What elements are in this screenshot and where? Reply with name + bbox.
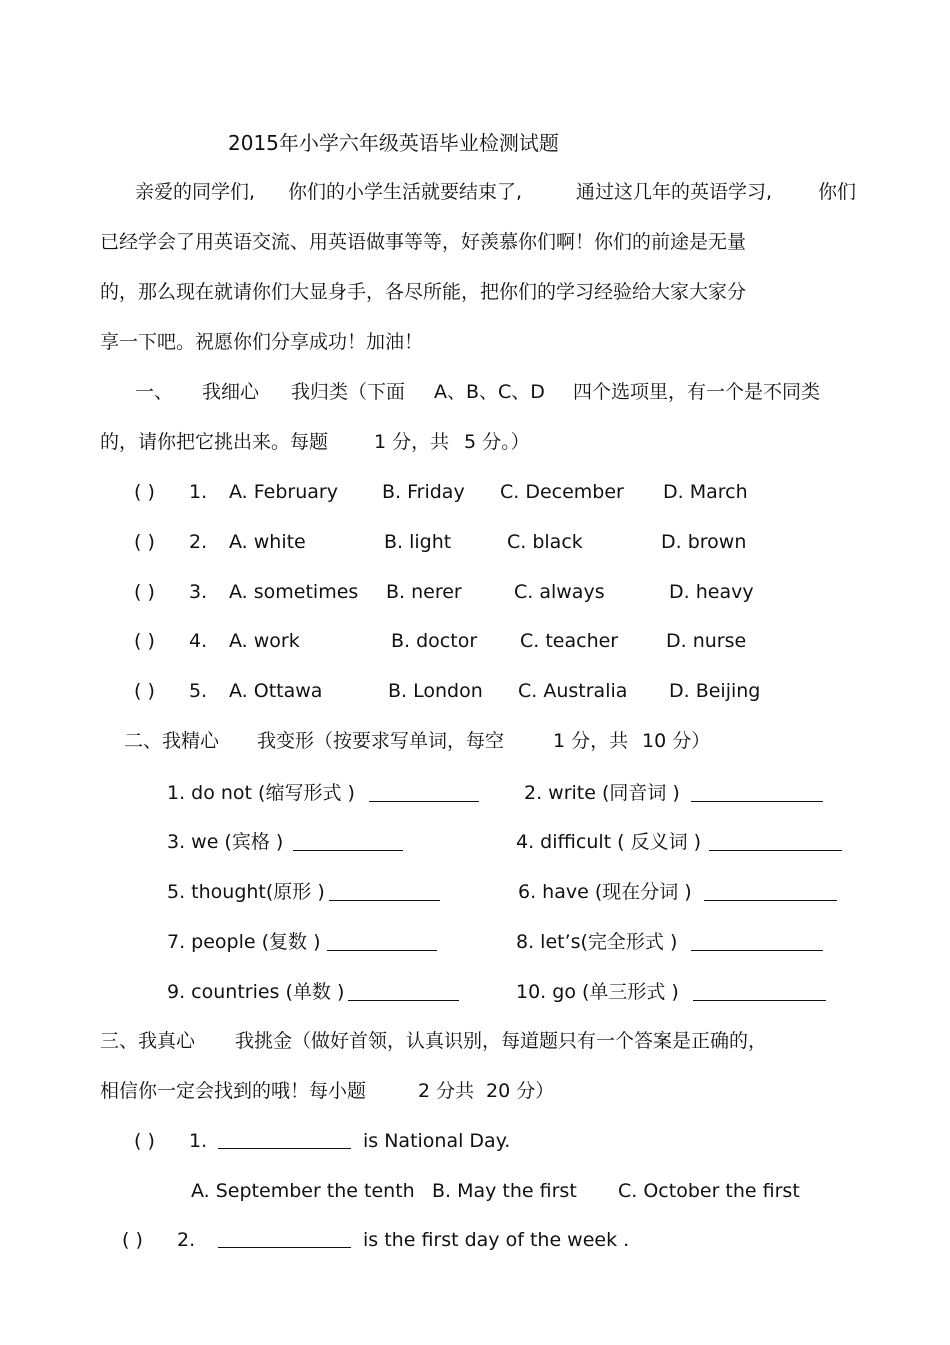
answer-paren[interactable]: ( ) (134, 581, 155, 603)
answer-paren[interactable]: ( ) (134, 481, 155, 503)
answer-blank[interactable] (218, 1132, 351, 1149)
option-d: D. heavy (669, 581, 754, 603)
option-b: B. doctor (391, 630, 478, 652)
question-number: 3. (189, 581, 208, 603)
answer-paren[interactable]: ( ) (122, 1229, 143, 1251)
intro-line-3: 的，那么现在就请你们大显身手，各尽所能，把你们的学习经验给大家大家分 (100, 281, 747, 303)
question-number: 1. (189, 1130, 208, 1152)
intro-line-4: 享一下吧。祝愿你们分享成功！加油！ (100, 331, 424, 353)
intro-line-1-part-3: 通过这几年的英语学习, (576, 181, 773, 203)
question-number: 2. (177, 1229, 196, 1251)
section2-item-7: 7. people (复数 ) (167, 931, 321, 953)
question-text: is National Day. (363, 1130, 511, 1152)
answer-paren[interactable]: ( ) (134, 630, 155, 652)
section3-heading-line-2: 相信你一定会找到的哦！每小题 (100, 1080, 367, 1102)
section2-item-1: 1. do not (缩写形式 ) (167, 782, 355, 804)
section3-heading-score-1: 2 分共 (418, 1080, 475, 1102)
intro-line-1-part-4: 你们 (818, 181, 857, 203)
section2-item-3: 3. we (宾格 ) (167, 831, 284, 853)
option-d: D. Beijing (669, 680, 761, 702)
answer-blank[interactable] (327, 934, 437, 951)
option-c: C. October the first (618, 1180, 800, 1202)
section1-heading-part-1: 一、 (135, 381, 174, 403)
section3-heading-part-1: 三、我真心 (100, 1030, 196, 1052)
option-c: C. December (500, 481, 624, 503)
answer-blank[interactable] (329, 884, 440, 901)
option-b: B. May the first (432, 1180, 577, 1202)
question-number: 4. (189, 630, 208, 652)
section1-heading-part-3: 我归类（下面 (291, 381, 406, 403)
option-a: A. September the tenth (191, 1180, 415, 1202)
section2-item-6: 6. have (现在分词 ) (518, 881, 692, 903)
answer-paren[interactable]: ( ) (134, 680, 155, 702)
answer-blank[interactable] (293, 834, 403, 851)
intro-line-1-part-2: 你们的小学生活就要结束了, (288, 181, 523, 203)
option-a: A. work (229, 630, 300, 652)
option-c: C. Australia (518, 680, 628, 702)
option-b: B. London (388, 680, 483, 702)
page-title: 2015年小学六年级英语毕业检测试题 (228, 131, 559, 155)
question-number: 2. (189, 531, 208, 553)
section2-heading-part-4: 10 分） (642, 730, 711, 752)
section1-heading-part-5: 四个选项里，有一个是不同类 (573, 381, 821, 403)
option-d: D. nurse (666, 630, 747, 652)
section1-heading-score-2: 5 分。） (464, 431, 530, 453)
option-b: B. nerer (386, 581, 462, 603)
answer-blank[interactable] (709, 834, 842, 851)
answer-blank[interactable] (369, 785, 479, 802)
option-b: B. Friday (382, 481, 465, 503)
section1-heading-score-1: 1 分，共 (374, 431, 450, 453)
section2-heading-part-2: 我变形（按要求写单词，每空 (257, 730, 505, 752)
answer-blank[interactable] (218, 1231, 351, 1248)
option-a: A. February (229, 481, 338, 503)
section2-item-8: 8. let’s(完全形式 ) (516, 931, 678, 953)
answer-blank[interactable] (348, 984, 459, 1001)
section1-heading-part-2: 我细心 (202, 381, 260, 403)
answer-blank[interactable] (704, 884, 837, 901)
section1-heading-part-4: A、B、C、D (434, 381, 545, 403)
section3-heading-part-2: 我挑金（做好首领，认真识别，每道题只有一个答案是正确的， (235, 1030, 768, 1052)
answer-blank[interactable] (691, 934, 823, 951)
answer-paren[interactable]: ( ) (134, 1130, 155, 1152)
section2-item-5: 5. thought(原形 ) (167, 881, 325, 903)
answer-blank[interactable] (691, 785, 823, 802)
option-c: C. teacher (520, 630, 619, 652)
section3-heading-score-2: 20 分） (486, 1080, 555, 1102)
option-d: D. March (663, 481, 748, 503)
option-d: D. brown (661, 531, 747, 553)
answer-paren[interactable]: ( ) (134, 531, 155, 553)
option-c: C. always (514, 581, 605, 603)
question-text: is the first day of the week . (363, 1229, 630, 1251)
section2-item-10: 10. go (单三形式 ) (516, 981, 679, 1003)
option-b: B. light (384, 531, 452, 553)
option-a: A. white (229, 531, 306, 553)
section2-item-4: 4. difficult ( 反义词 ) (516, 831, 702, 853)
section1-heading-line-2: 的，请你把它挑出来。每题 (100, 431, 329, 453)
intro-line-2: 已经学会了用英语交流、用英语做事等等，好羡慕你们啊！你们的前途是无量 (100, 231, 747, 253)
answer-blank[interactable] (693, 984, 826, 1001)
section2-heading-part-3: 1 分，共 (553, 730, 629, 752)
section2-heading-part-1: 二、我精心 (124, 730, 220, 752)
option-c: C. black (507, 531, 583, 553)
option-a: A. Ottawa (229, 680, 323, 702)
question-number: 1. (189, 481, 208, 503)
section2-item-9: 9. countries (单数 ) (167, 981, 345, 1003)
section2-item-2: 2. write (同音词 ) (524, 782, 680, 804)
option-a: A. sometimes (229, 581, 359, 603)
question-number: 5. (189, 680, 208, 702)
intro-line-1-part-1: 亲爱的同学们, (135, 181, 256, 203)
